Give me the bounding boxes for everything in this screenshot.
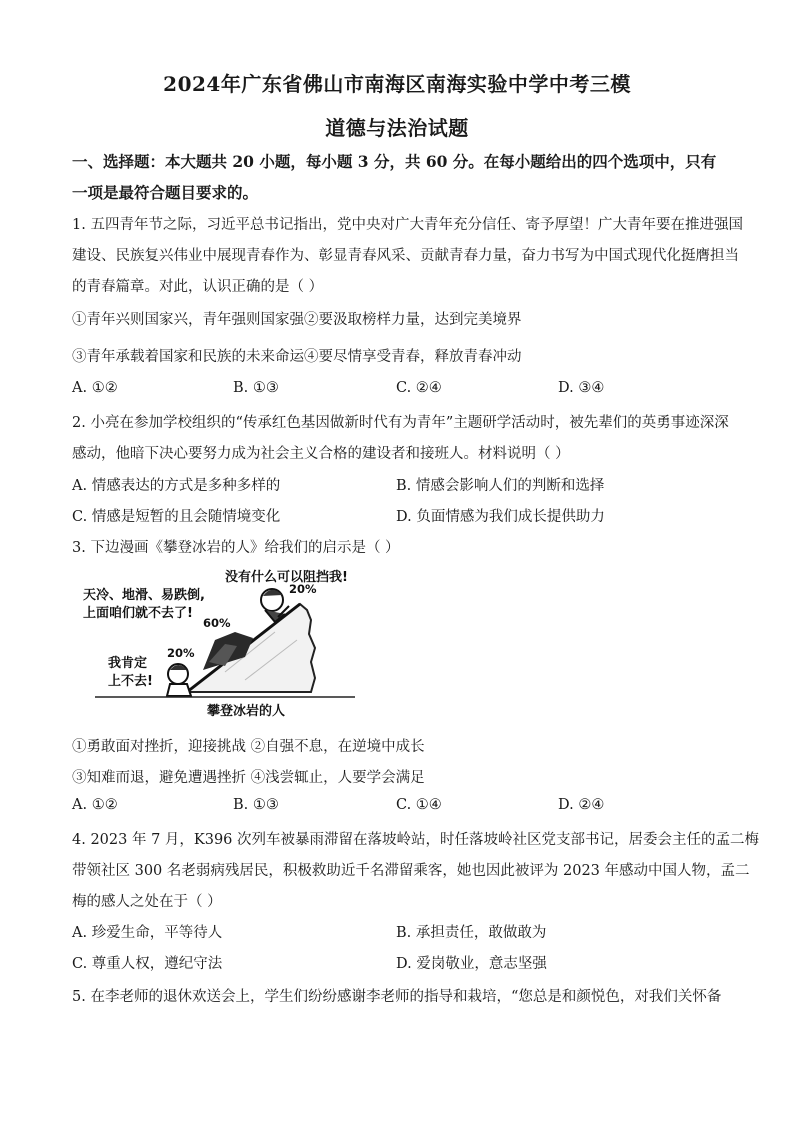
q1-option-a[interactable]: A. ①②	[72, 380, 118, 396]
q4-option-b[interactable]: B. 承担责任，敢做敢为	[396, 925, 547, 941]
cartoon-bubble-left-2: 上面咱们就不去了!	[83, 606, 193, 621]
q3-option-a[interactable]: A. ①②	[72, 797, 118, 813]
exam-subtitle: 道德与法治试题	[325, 116, 469, 140]
q1-stem-line1: 1. 五四青年节之际，习近平总书记指出，党中央对广大青年充分信任、寄予厚望！广大青年要在推进强国	[72, 217, 743, 233]
cartoon-percent-bottom: 20%	[167, 646, 195, 660]
q4-stem-line3: 梅的感人之处在于（ ）	[72, 894, 222, 910]
q3-option-c[interactable]: C. ①④	[396, 797, 442, 813]
q4-option-a[interactable]: A. 珍爱生命，平等待人	[72, 925, 223, 941]
q3-option-b[interactable]: B. ①③	[233, 797, 279, 813]
q1-statement-2: ③青年承载着国家和民族的未来命运④要尽情享受青春，释放青春冲动	[72, 349, 522, 365]
cartoon-bubble-bottom-1: 我肯定	[108, 656, 148, 671]
q2-option-d[interactable]: D. 负面情感为我们成长提供助力	[396, 509, 605, 525]
cartoon-bubble-top: 没有什么可以阻挡我!	[225, 570, 348, 585]
cartoon-percent-mid: 60%	[203, 616, 231, 630]
q3-option-d[interactable]: D. ②④	[558, 797, 605, 813]
section-heading-cont: 一项是最符合题目要求的。	[72, 183, 259, 202]
q2-option-c[interactable]: C. 情感是短暂的且会随情境变化	[72, 509, 281, 525]
section-heading: 一、选择题：本大题共 20 小题，每小题 3 分，共 60 分。在每小题给出的四个选项中，只有	[72, 152, 717, 171]
q1-stem-line3: 的青春篇章。对此，认识正确的是（ ）	[72, 279, 324, 295]
q5-stem-line1: 5. 在李老师的退休欢送会上，学生们纷纷感谢李老师的指导和栽培，“您总是和颜悦色，对我们关怀备	[72, 989, 722, 1005]
q2-option-a[interactable]: A. 情感表达的方式是多种多样的	[72, 478, 281, 494]
q1-stem-line2: 建设、民族复兴伟业中展现青春作为、彰显青春风采、贡献青春力量，奋力书写为中国式现代化挺膺担当	[72, 248, 739, 264]
q4-option-d[interactable]: D. 爱岗敬业，意志坚强	[396, 956, 547, 972]
q1-option-b[interactable]: B. ①③	[233, 380, 279, 396]
cartoon-bubble-bottom-2: 上不去!	[108, 674, 153, 689]
q1-option-d[interactable]: D. ③④	[558, 380, 605, 396]
q4-option-c[interactable]: C. 尊重人权，遵纪守法	[72, 956, 223, 972]
q2-stem-line2: 感动，他暗下决心要努力成为社会主义合格的建设者和接班人。材料说明（ ）	[72, 446, 570, 462]
cartoon-percent-top: 20%	[289, 582, 317, 596]
q1-statement-1: ①青年兴则国家兴，青年强则国家强②要汲取榜样力量，达到完美境界	[72, 312, 522, 328]
q1-option-c[interactable]: C. ②④	[396, 380, 442, 396]
climbing-cartoon	[75, 562, 375, 720]
q2-option-b[interactable]: B. 情感会影响人们的判断和选择	[396, 478, 605, 494]
q2-stem-line1: 2. 小亮在参加学校组织的“传承红色基因做新时代有为青年”主题研学活动时，被先辈们的英勇事迹深深	[72, 415, 729, 431]
exam-title: 2024年广东省佛山市南海区南海实验中学中考三模	[163, 72, 631, 96]
q3-statement-2: ③知难而退，避免遭遇挫折 ④浅尝辄止，人要学会满足	[72, 770, 425, 786]
cartoon-caption: 攀登冰岩的人	[207, 704, 286, 719]
q4-stem-line2: 带领社区 300 名老弱病残居民，积极救助近千名滞留乘客，她也因此被评为 2023 年感动中国人物，孟二	[72, 863, 750, 879]
q4-stem-line1: 4. 2023 年 7 月，K396 次列车被暴雨滞留在落坡岭站，时任落坡岭社区党支部书记，居委会主任的孟二梅	[72, 832, 760, 848]
q3-statement-1: ①勇敢面对挫折，迎接挑战 ②自强不息，在逆境中成长	[72, 739, 425, 755]
q3-stem: 3. 下边漫画《攀登冰岩的人》给我们的启示是（ ）	[72, 540, 400, 556]
cartoon-bubble-left-1: 天冷、地滑、易跌倒,	[83, 588, 205, 603]
